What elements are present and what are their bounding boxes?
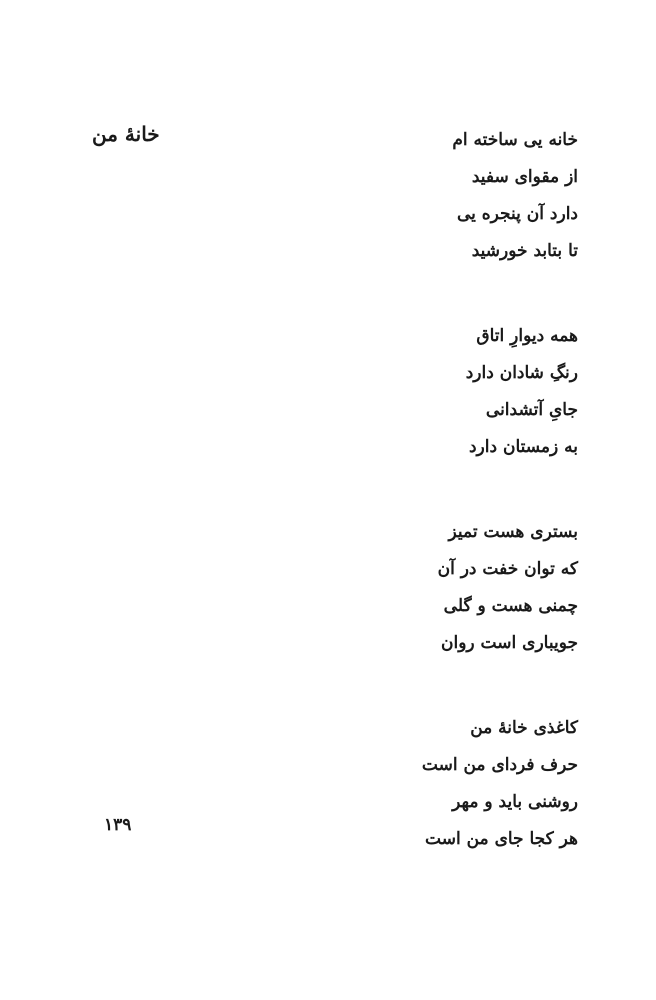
poem-line: که توان خفت در آن bbox=[437, 559, 578, 579]
poem-line: جایِ آتشدانی bbox=[485, 400, 578, 420]
stanza-3 bbox=[318, 514, 578, 662]
poem-line: همه دیوارِ اتاق bbox=[476, 326, 578, 346]
poem-line: جویباری است روان bbox=[441, 633, 578, 653]
poem-line: بستری هست تمیز bbox=[448, 522, 578, 542]
poem-line: رنگِ شادان دارد bbox=[465, 363, 578, 383]
stanza-4 bbox=[318, 710, 578, 858]
poem-line: کاغذی خانهٔ من bbox=[470, 718, 578, 738]
poem-line: هر کجا جای من است bbox=[425, 829, 578, 849]
poem-line: تا بتابد خورشید bbox=[471, 241, 578, 261]
poem-title: خانهٔ من bbox=[92, 122, 160, 146]
poem-line: به زمستان دارد bbox=[468, 437, 578, 457]
page-number: ۱۳۹ bbox=[104, 815, 132, 835]
poem-body bbox=[318, 122, 578, 906]
poem-line: خانه یی ساخته ام bbox=[452, 130, 578, 150]
poem-line: از مقوای سفید bbox=[471, 167, 578, 187]
poem-line: دارد آن پنجره یی bbox=[456, 204, 578, 224]
stanza-2 bbox=[318, 318, 578, 466]
stanza-1 bbox=[318, 122, 578, 270]
poem-line: چمنی هست و گلی bbox=[443, 596, 578, 616]
poem-line: حرف فردای من است bbox=[421, 755, 578, 775]
poem-line: روشنی باید و مهر bbox=[452, 792, 578, 812]
